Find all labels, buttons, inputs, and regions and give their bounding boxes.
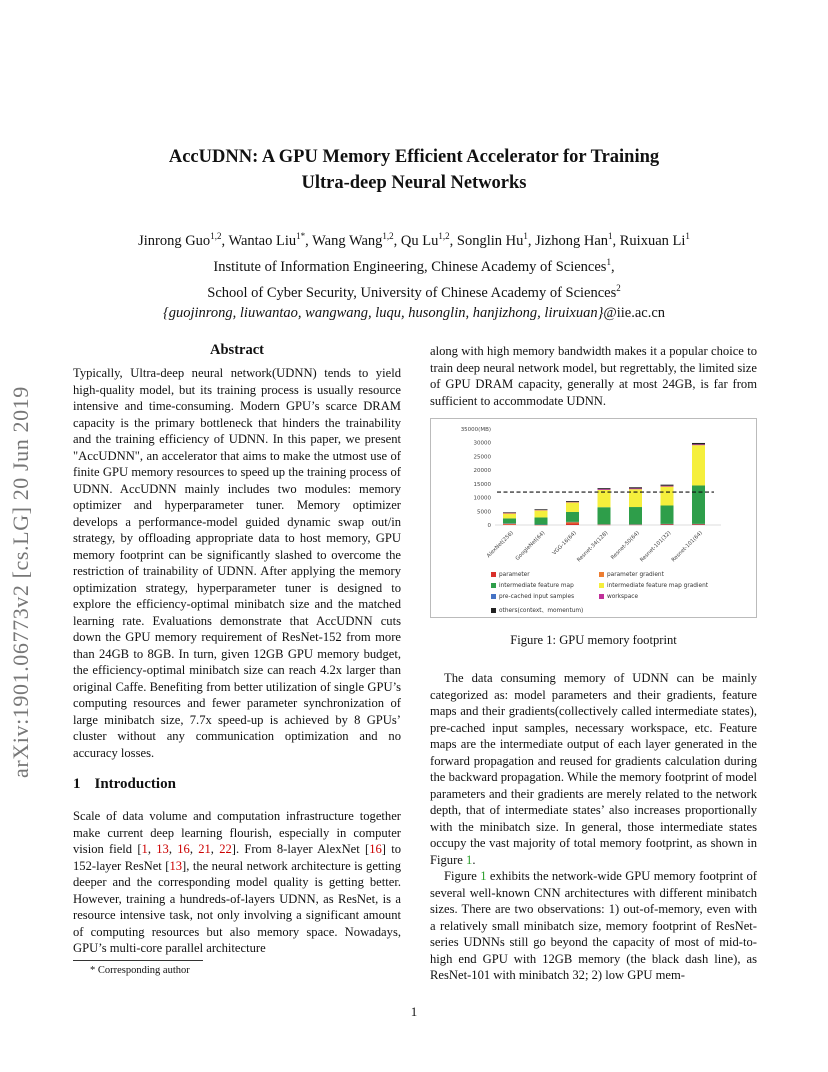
legend-swatch: [491, 594, 496, 599]
bar-segment: [535, 510, 548, 517]
bar-segment: [535, 509, 548, 510]
bar-segment: [566, 501, 579, 502]
page-number: 1: [410, 1004, 418, 1019]
legend-item: [491, 583, 574, 589]
legend-swatch: [599, 572, 604, 577]
citation-link[interactable]: 16: [369, 842, 382, 856]
bar-segment: [692, 445, 705, 485]
bar-segment: [566, 512, 579, 522]
legend-item: [491, 572, 530, 578]
author-list: Jinrong Guo$^{1,2}$, Wantao Liu$^{1*}$, Wang Wang$^{1,2}$, Qu Lu$^{1,2}$, Songlin Hu$^1$, Jizhong Han$^1$, Ruixuan Li$^1$: [138, 231, 690, 249]
x-tick-label: VGG-16(64): [551, 530, 578, 557]
legend-swatch: [491, 572, 496, 577]
figure-caption: Figure 1: GPU memory footprint: [510, 633, 677, 647]
author-name: Jinrong Guo: [138, 232, 211, 249]
x-tick-label: GoogleNet(64): [514, 530, 547, 562]
citation-link[interactable]: 21: [198, 842, 211, 856]
legend-label: workspace: [607, 594, 639, 600]
bar-segment: [566, 502, 579, 503]
author-affiliation-mark: 1: [523, 231, 528, 241]
bar-segment: [692, 443, 705, 444]
author-block: [0, 226, 828, 324]
author-affiliation-mark: 1: [685, 231, 690, 241]
bar-segment: [503, 524, 516, 525]
y-tick-label: 5000: [477, 509, 491, 516]
author-name: Wantao Liu: [228, 232, 297, 249]
section-heading-introduction: 1 Introduction: [73, 776, 176, 792]
affiliation-2: School of Cyber Security, University of Chinese Academy of Sciences$^2$: [207, 282, 621, 301]
author-affiliation-mark: 1,2: [438, 231, 450, 241]
author-affiliation-mark: 1,2: [210, 231, 222, 241]
bar-segment: [598, 488, 611, 489]
bar-segment: [661, 485, 674, 486]
citation-link[interactable]: 13: [169, 858, 183, 873]
x-tick-label: Resnet-101(64): [670, 530, 704, 564]
bar-segment: [629, 487, 642, 488]
bar-segment: [598, 489, 611, 490]
legend-label: others(context、momentum): [499, 608, 584, 614]
legend-swatch: [599, 583, 604, 588]
paper-title: [0, 144, 828, 196]
author-name: Ruixuan Li: [619, 232, 686, 249]
citation-link[interactable]: 22: [219, 842, 232, 856]
y-tick-label: 25000: [473, 454, 491, 461]
bar-segment: [661, 505, 674, 523]
y-tick-label: 10000: [473, 495, 491, 502]
legend-swatch: [491, 608, 496, 613]
footnote-rule: [73, 960, 203, 961]
author-affiliation-mark: 1,2: [382, 231, 394, 241]
figure-link[interactable]: 1: [466, 852, 473, 867]
legend-item: [491, 594, 574, 600]
author-name: Wang Wang: [312, 232, 383, 249]
y-tick-label: 20000: [473, 468, 491, 475]
y-tick-label: 35000(MB): [460, 427, 491, 433]
bar-segment: [598, 507, 611, 524]
bar-segment: [692, 485, 705, 523]
bar-segment: [503, 513, 516, 518]
title-line-2: Ultra-deep Neural Networks: [301, 173, 527, 193]
author-affiliation-mark: 1*: [296, 231, 306, 241]
bar-segment: [661, 487, 674, 506]
legend-item: [599, 583, 708, 589]
right-column-paragraph: along with high memory bandwidth makes it a popular choice to train deep neural network model, but regrettably, the limited size of GPU DRAM capacity, generally at most 24GB, is far from sufficient to accommodate UDNN.: [430, 344, 757, 408]
x-tick-label: Resnet-101(32): [639, 530, 673, 564]
figure-link[interactable]: 1: [480, 869, 487, 883]
footnote: * Corresponding author: [90, 965, 190, 976]
author-emails: {guojinrong, liuwantao, wangwang, luqu, husonglin, hanjizhong, liruixuan}@iie.ac.cn: [162, 305, 666, 322]
legend-label: parameter: [499, 572, 530, 578]
author-affiliation-mark: 1: [608, 231, 613, 241]
citation-link[interactable]: 13: [156, 842, 169, 856]
bar-segment: [661, 486, 674, 487]
title-line-1: AccUDNN: A GPU Memory Efficient Accelerator for Training: [168, 147, 660, 167]
legend-item: [599, 572, 664, 578]
x-tick-label: Resnet-50(64): [610, 530, 641, 562]
author-name: Qu Lu: [400, 232, 439, 249]
intro-paragraph: Scale of data volume and computation infrastructure together make current deep learning flourish, especially in computer vision field [1, 13, 16, 21, 22]. From 8-layer AlexNet [16] to 152-layer ResNet [13], the neural network architecture is getting deeper and the corresponding model quality is getting better. However, training a hundreds-of-layers UDNN, as ResNet, is a resource intensive task, not only involving a significant amount of computing resources but also memory space. Nowadays, GPU’s multi-core parallel architecture: [73, 809, 402, 955]
y-tick-label: 30000: [473, 440, 491, 447]
legend-label: parameter gradient: [607, 572, 664, 578]
bar-segment: [503, 518, 516, 523]
y-tick-label: 0: [487, 523, 491, 529]
bar-segment: [692, 444, 705, 445]
bar-segment: [535, 517, 548, 524]
x-tick-label: AlexNet(256): [485, 530, 515, 560]
bar-segment: [629, 488, 642, 489]
x-tick-label: Resnet-34(128): [576, 530, 610, 564]
bar-segment: [503, 512, 516, 513]
bar-segment: [629, 507, 642, 524]
legend-swatch: [599, 594, 604, 599]
chart-canvas: [431, 419, 758, 619]
legend-item: [599, 594, 638, 600]
legend-item: [491, 605, 583, 614]
body-paragraph-1: The data consuming memory of UDNN can be mainly categorized as: model parameters and their gradients, feature maps and their gradients(collectively called intermediate states), pre-cached input samples, necessary workspace, etc. Feature maps are the intermediate output of each layer generated in the forward propagation and reused for gradients calculation during the backward propagation. While the memory footprint of model parameters and their gradients are merely related to the network depth, that of intermediate states’ also increases proportionally with the minibatch size. In general, those intermediate states occupy the vast majority of total memory footprint, as shown in Figure 1. Figure 1 exhibits the network-wide GPU memory footprint of several well-known CNN architectures with different minibatch sizes. There are two observations: 1) out-of-memory, even with a relatively small minibatch size, memory footprint of ResNet-series UDNNs still go beyond the capacity of most of mid-to-high end GPU with 12GB memory (the black dash line), as ResNet-101 with minibatch 32; 2) low GPU mem-: [430, 671, 757, 982]
affiliation-1: Institute of Information Engineering, Chinese Academy of Sciences$^1$,: [213, 256, 615, 275]
abstract-heading: Abstract: [210, 342, 264, 358]
legend-label: intermediate feature map: [499, 583, 574, 589]
author-name: Jizhong Han: [535, 232, 608, 249]
legend-swatch: [491, 583, 496, 588]
citation-link[interactable]: 1: [141, 842, 148, 856]
bar-segment: [566, 523, 579, 525]
bar-segment: [503, 513, 516, 514]
legend-label: intermediate feature map gradient: [607, 583, 709, 589]
y-tick-label: 15000: [473, 481, 491, 488]
citation-link[interactable]: 16: [177, 842, 190, 856]
author-name: Songlin Hu: [456, 232, 524, 249]
abstract-text: Typically, Ultra-deep neural network(UDNN) tends to yield high-quality model, but its training process is usually resource intensive and time-consuming. Modern GPU’s scarce DRAM capacity is the primary bottleneck that hinders the trainability and the training efficiency of UDNN. In this paper, we present "AccUDNN", an accelerator that aims to make the utmost use of finite GPU memory resources to speed up the training process of UDNN. AccUDNN mainly includes two modules: memory optimizer and hyperparameter tuner. Memory optimizer develops a performance-model guided dynamic swap out/in strategy, by offloading appropriate data to host memory, GPU memory footprint can be significantly slashed to overcome the restriction of trainability of UDNN. After applying the memory optimization strategy, hyperparameter tuner is designed to explore the efficiency-optimal minibatch size and the matched learning rate. Evaluations demonstrate that AccUDNN cuts down the GPU memory requirement of ResNet-152 from more than 24GB to 8GB. In turn, given 12GB GPU memory budget, the efficiency-optimal minibatch size can reach 4.2x larger than original Caffe. Benefiting from better utilization of single GPU’s computing resources and fewer parameter synchronization of large minibatch size, 7.7x speed-up is achieved by 8 GPUs’ cluster without any communication optimization and no accuracy losses.: [73, 366, 401, 760]
figure-1-chart: [430, 418, 757, 618]
arxiv-stamp: arXiv:1901.06773v2 [cs.LG] 20 Jun 2019: [8, 386, 33, 778]
legend-label: pre-cached input samples: [499, 594, 575, 600]
bar-segment: [566, 502, 579, 512]
